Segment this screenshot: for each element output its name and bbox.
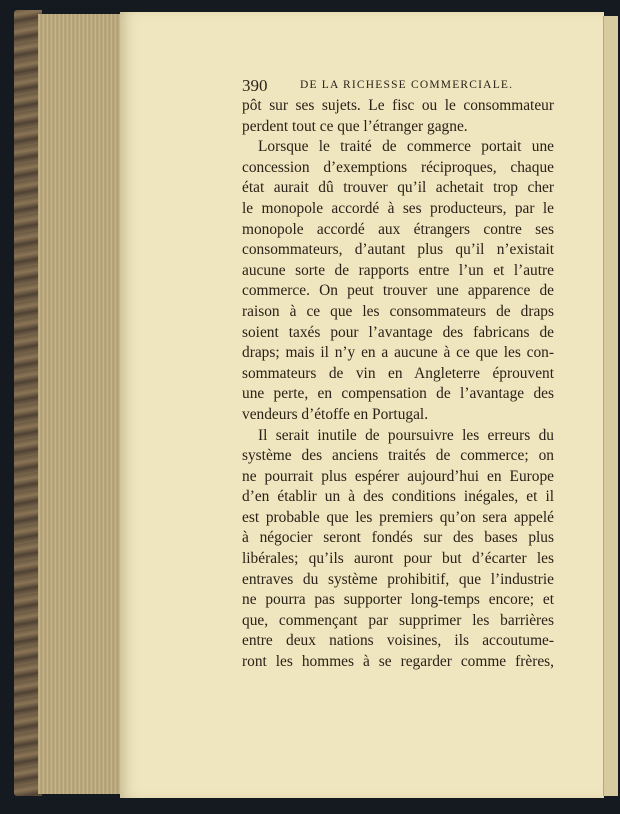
text-line: consommateurs, d’autant plus qu’il n’existait bbox=[242, 241, 554, 259]
text-line: soient taxés pour l’avantage des fabricans de bbox=[242, 323, 554, 341]
text-line: est probable que les premiers qu’on sera appelé bbox=[242, 508, 554, 526]
running-title: DE LA RICHESSE COMMERCIALE. bbox=[300, 79, 514, 91]
text-line: le monopole accordé à ses producteurs, par le bbox=[242, 199, 554, 217]
text-line: sommateurs de vin en Angleterre éprouvent bbox=[242, 364, 554, 382]
text-line: aucune sorte de rapports entre l’un et l’autre bbox=[242, 261, 554, 279]
text-line: Lorsque le traité de commerce portait une bbox=[258, 138, 554, 156]
text-line: une perte, en compensation de l’avantage des bbox=[242, 385, 554, 403]
text-line: monopole accordé aux étrangers contre ses bbox=[242, 220, 554, 238]
page-number: 390 bbox=[242, 76, 268, 95]
text-line: commerce. On peut trouver une apparence de bbox=[242, 282, 554, 300]
page-edges bbox=[38, 14, 122, 794]
text-line: vendeurs d’étoffe en Portugal. bbox=[242, 405, 429, 423]
text-line: pôt sur ses sujets. Le fisc ou le consommateur bbox=[242, 97, 554, 114]
page-header bbox=[242, 74, 554, 96]
text-line: système des anciens traités de commerce; on bbox=[242, 447, 554, 465]
text-line: libérales; qu’ils auront pour but d’écarter les bbox=[242, 550, 554, 568]
text-line: draps; mais il n’y en a aucune à ce que les con- bbox=[242, 344, 554, 362]
text-line: ne pourra pas supporter long-temps encore; et bbox=[242, 591, 554, 609]
text-line: à négocier seront fondés sur des bases plus bbox=[242, 529, 554, 547]
text-line: perdent tout ce que l’étranger gagne. bbox=[242, 117, 468, 135]
text-line: raison à ce que les consommateurs de draps bbox=[242, 302, 554, 320]
text-line: ront les hommes à se regarder comme frères, bbox=[242, 653, 554, 671]
text-line: que, commençant par supprimer les barrières bbox=[242, 611, 554, 629]
text-line: concession d’exemptions réciproques, chaque bbox=[242, 158, 554, 176]
text-line: entraves du système prohibitif, que l’industrie bbox=[242, 570, 554, 588]
text-line: d’en établir un à des conditions inégales, et il bbox=[242, 488, 554, 506]
text-line: état aurait dû trouver qu’il achetait trop cher bbox=[242, 179, 554, 197]
body-text bbox=[242, 96, 554, 673]
text-line: ne pourrait plus espérer aujourd’hui en Europe bbox=[242, 467, 554, 485]
text-line: entre deux nations voisines, ils accoutume- bbox=[242, 632, 554, 650]
next-page-edge bbox=[603, 16, 618, 796]
text-line: Il serait inutile de poursuivre les erreurs du bbox=[258, 426, 554, 444]
